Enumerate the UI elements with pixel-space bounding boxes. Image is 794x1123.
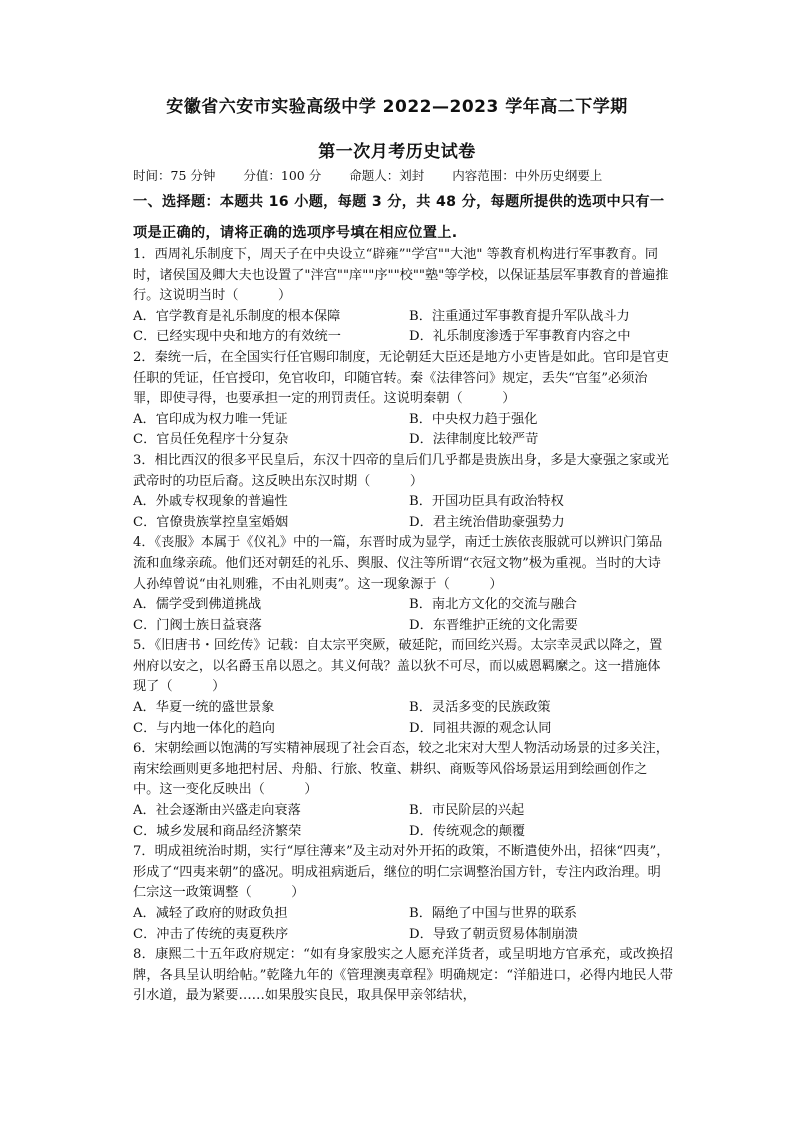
question: [133, 451, 673, 533]
option-c: C．已经实现中央和地方的有效统一: [133, 329, 341, 345]
option-b: B．中央权力趋于强化: [409, 411, 538, 427]
question: [133, 245, 673, 348]
option-c: C．与内地一体化的趋向: [133, 720, 275, 736]
options-row: [133, 616, 673, 637]
option-d: D．君主统治借助豪强势力: [409, 514, 565, 530]
meta-score: 分值：100 分: [243, 168, 322, 183]
options-row: [133, 904, 673, 925]
option-c: C．官僚贵族掌控皇室婚姻: [133, 514, 289, 530]
option-b: B．开国功臣具有政治特权: [409, 494, 564, 510]
option-b: B．市民阶层的兴起: [409, 803, 525, 819]
question-stem: 7．明成祖统治时期，实行“厚往薄来”及主动对外开拓的政策，不断遣使外出，招徕“四夷”，形成了“四夷来朝”的盛况。明成祖病逝后，继位的明仁宗调整治国方针，专注内政治理。明仁宗这一政策调整（ ）: [133, 844, 670, 901]
option-a: A．减轻了政府的财政负担: [133, 906, 288, 921]
exam-meta: [133, 166, 693, 184]
options-row: [133, 595, 673, 616]
option-b: B．隔绝了中国与世界的联系: [409, 906, 577, 921]
meta-time: 时间：75 分钟: [133, 168, 216, 183]
section-heading: 一、选择题：本题共 16 小题，每题 3 分，共 48 分，每题所提供的选项中只有一项是正确的，请将正确的选项序号填在相应位置上.: [133, 194, 665, 241]
question-stem: 6．宋朝绘画以饱满的写实精神展现了社会百态，较之北宋对大型人物活动场景的过多关注，南宋绘画则更多地把村居、舟船、行旅、牧童、耕织、商贩等风俗场景运用到绘画创作之中。这一变化反映出（ ）: [133, 741, 669, 798]
options-row: [133, 430, 673, 451]
question-stem: 2．秦统一后，在全国实行任官赐印制度，无论朝廷大臣还是地方小吏皆是如此。官印是官吏任职的凭证，任官授印，免官收印，印随官转。秦《法律答问》规定，丢失“官玺”必须治罪，即使寻得，也要承担一定的刑罚责任。这说明秦朝（ ）: [133, 349, 669, 407]
question-stem: 4．《丧服》本属于《仪礼》中的一篇，东晋时成为显学，南迁士族依丧服就可以辨识门第品流和血缘亲疏。他们还对朝廷的礼乐、舆服、仪注等所谓“衣冠文物”极为重视。当时的大诗人孙绰曾说“由礼则雅，不由礼则夷”。这一现象源于（ ）: [133, 535, 663, 592]
option-a: A．外戚专权现象的普遍性: [133, 494, 288, 510]
exam-title-line1: 安徽省六安市实验高级中学 2022—2023 学年高二下学期: [166, 97, 628, 117]
question: [133, 533, 673, 636]
question: [133, 636, 673, 739]
option-c: C．城乡发展和商品经济繁荣: [133, 823, 302, 839]
option-c: C．门阀士族日益衰落: [133, 617, 262, 633]
options-row: [133, 410, 673, 431]
option-d: D．东晋维护正统的文化需要: [409, 617, 578, 633]
option-b: B．注重通过军事教育提升军队战斗力: [409, 308, 630, 324]
options-row: [133, 925, 673, 946]
question-stem: 5．《旧唐书・回纥传》记载：自太宗平突厥，破延陀，而回纥兴焉。太宗幸灵武以降之，置州府以安之，以名爵玉帛以恩之。其义何哉？盖以狄不可尽，而以威恩羁縻之。这一措施体现了（ ）: [133, 638, 663, 695]
exam-title-line2: 第一次月考历史试卷: [318, 142, 476, 162]
option-d: D．法律制度比较严苛: [409, 432, 539, 448]
question-stem: 1．西周礼乐制度下，周天子在中央设立“辟雍”"学宫""大池" 等教育机构进行军事教育。同时，诸侯国及卿大夫也设置了"泮宫""庠""序""校""塾"等学校，以保证基层军事教育的普遍推行。这说明当时（ ）: [133, 247, 669, 304]
option-d: D．礼乐制度渗透于军事教育内容之中: [409, 329, 631, 345]
option-b: B．南北方文化的交流与融合: [409, 597, 577, 613]
meta-author: 命题人：刘封: [349, 168, 425, 183]
options-row: [133, 801, 673, 822]
options-row: [133, 719, 673, 740]
options-row: [133, 307, 673, 328]
options-row: [133, 822, 673, 843]
option-d: D．同祖共源的观念认同: [409, 720, 552, 736]
option-a: A．社会逐渐由兴盛走向衰落: [133, 803, 301, 819]
options-row: [133, 698, 673, 719]
options-row: [133, 492, 673, 513]
option-a: A．华夏一统的盛世景象: [133, 700, 275, 716]
option-b: B．灵活多变的民族政策: [409, 700, 551, 716]
option-c: C．冲击了传统的夷夏秩序: [133, 926, 289, 942]
meta-scope: 内容范围：中外历史纲要上: [452, 168, 603, 183]
option-d: D．导致了朝贡贸易体制崩溃: [409, 926, 578, 942]
options-row: [133, 327, 673, 348]
option-a: A．官学教育是礼乐制度的根本保障: [133, 308, 341, 324]
question-8-stem: 8．康熙二十五年政府规定：“如有身家殷实之人愿充洋货者，或呈明地方官承充，或改换招牌，各具呈认明给帖。”乾隆九年的《管理澳夷章程》明确规定：“洋船进口，必得内地民人带引水道，最为紧要……如果殷实良民，取具保甲亲邻结状，: [133, 947, 673, 1004]
options-row: [133, 513, 673, 534]
option-a: A．儒学受到佛道挑战: [133, 597, 262, 613]
option-c: C．官员任免程序十分复杂: [133, 432, 289, 448]
question: [133, 842, 673, 945]
question-stem: 3．相比西汉的很多平民皇后，东汉十四帝的皇后们几乎都是贵族出身，多是大豪强之家或光武帝时的功臣后裔。这反映出东汉时期（ ）: [133, 452, 669, 489]
option-d: D．传统观念的颠覆: [409, 823, 526, 839]
question: [133, 348, 673, 451]
question: [133, 739, 673, 842]
option-a: A．官印成为权力唯一凭证: [133, 411, 288, 427]
questions-body: [133, 245, 673, 1007]
